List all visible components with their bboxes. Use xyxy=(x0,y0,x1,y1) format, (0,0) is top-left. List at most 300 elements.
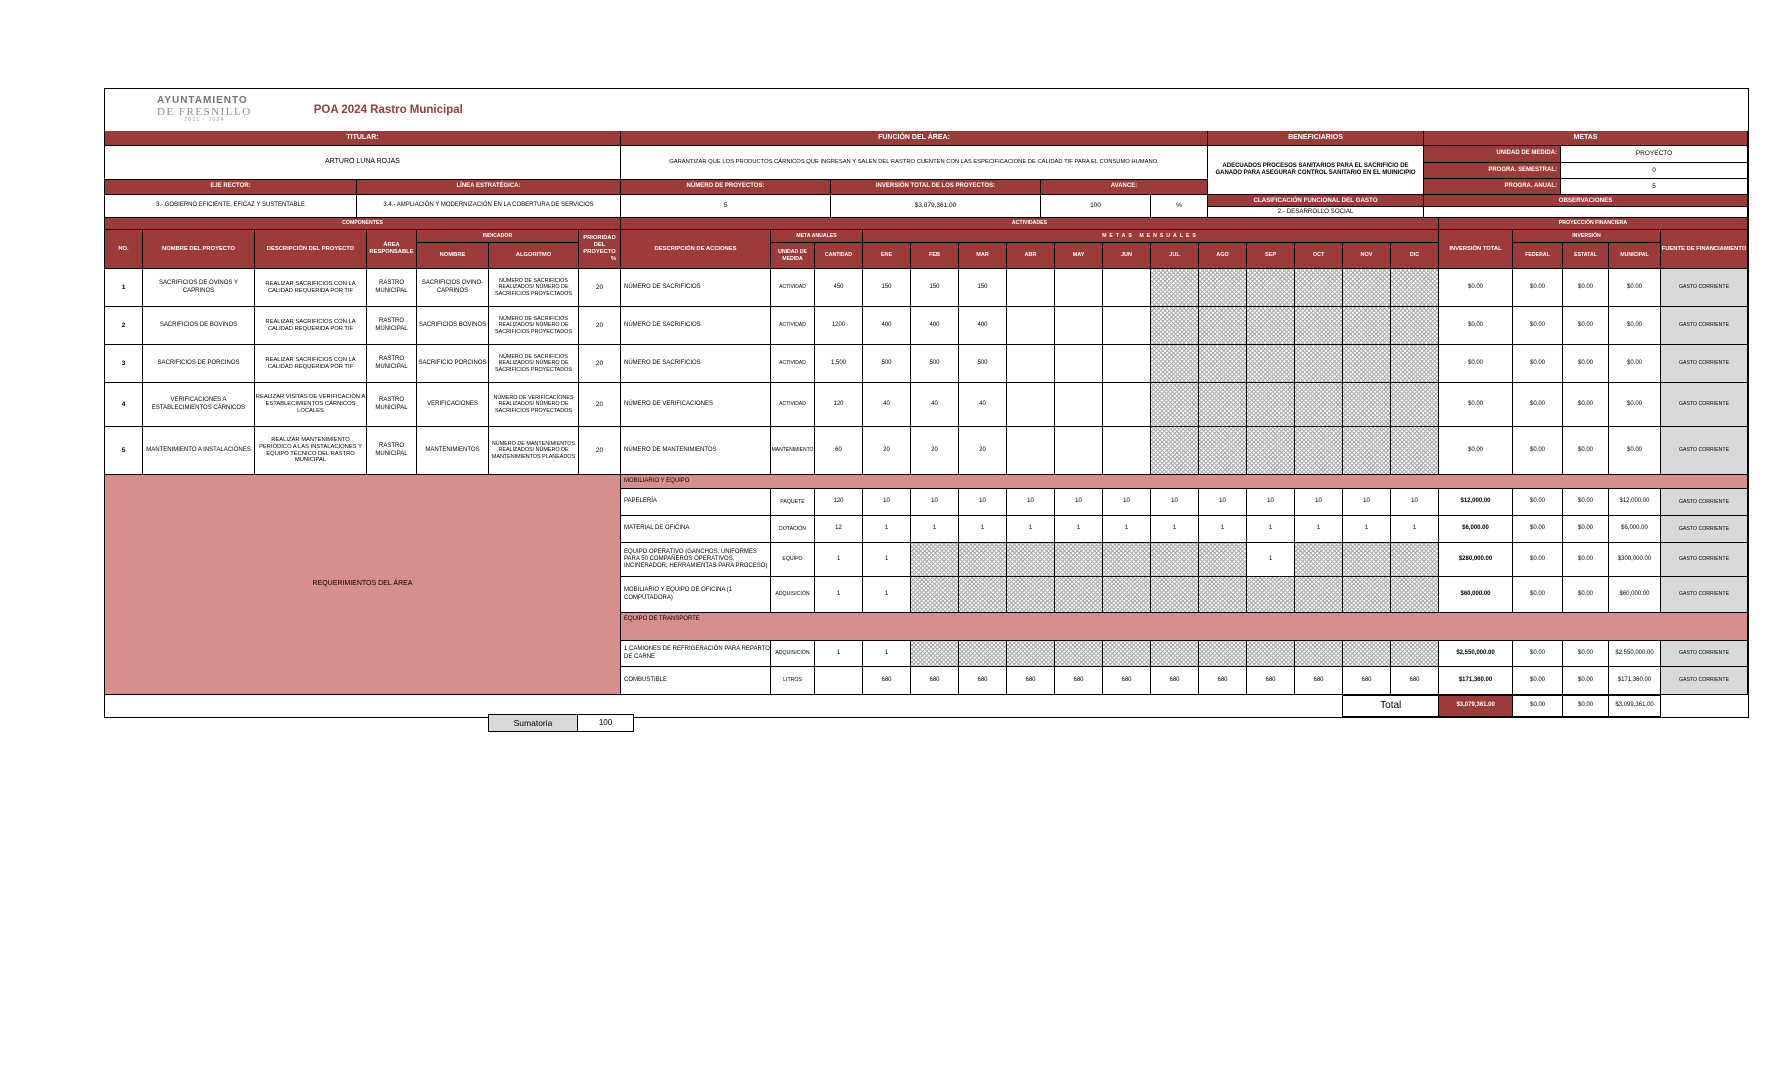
req-mes-dic xyxy=(1391,543,1439,577)
col-header-estatal: ESTATAL xyxy=(1563,243,1609,269)
project-mes-may xyxy=(1055,345,1103,383)
progra-anual-label: PROGRA. ANUAL: xyxy=(1424,179,1561,195)
req-mes-abr xyxy=(1007,543,1055,577)
project-mes-ago xyxy=(1199,345,1247,383)
project-rows xyxy=(105,269,1748,475)
req-estatal: $0.00 xyxy=(1563,543,1609,577)
req-mes-sep: 1 xyxy=(1247,516,1295,543)
project-mes-jul xyxy=(1151,269,1199,307)
project-mes-sep xyxy=(1247,383,1295,427)
project-inversion-total: $0.00 xyxy=(1439,269,1513,307)
req-mes-jun: 1 xyxy=(1103,516,1151,543)
sumatoria-row xyxy=(104,714,634,732)
project-mes-ene: 500 xyxy=(863,345,911,383)
req-mes-nov: 10 xyxy=(1343,489,1391,516)
project-row-2 xyxy=(105,307,1748,345)
project-federal: $0.00 xyxy=(1513,307,1563,345)
req-fuente: GASTO CORRIENTE xyxy=(1661,641,1748,667)
requerimiento-row xyxy=(621,489,1748,516)
project-mes-dic xyxy=(1391,345,1439,383)
beneficiarios-band: BENEFICIARIOS xyxy=(1208,131,1424,146)
req-mes-ago xyxy=(1199,641,1247,667)
progra-semestral-value: 0 xyxy=(1561,163,1748,179)
req-municipal: $12,000.00 xyxy=(1609,489,1661,516)
req-mes-jun: 10 xyxy=(1103,489,1151,516)
ayuntamiento-logo xyxy=(157,96,252,124)
req-mes-feb xyxy=(911,641,959,667)
project-indicador-nombre: VERIFICACIONES xyxy=(417,383,489,427)
month-header-row xyxy=(863,243,1439,269)
project-federal: $0.00 xyxy=(1513,269,1563,307)
poa-sheet xyxy=(104,88,1749,718)
req-mes-sep: 10 xyxy=(1247,489,1295,516)
sumatoria-label: Sumatoria xyxy=(488,714,578,732)
req-mes-feb: 680 xyxy=(911,667,959,695)
req-mes-may xyxy=(1055,543,1103,577)
req-mes-dic xyxy=(1391,577,1439,613)
req-mes-jun: 680 xyxy=(1103,667,1151,695)
req-federal: $0.00 xyxy=(1513,516,1563,543)
req-inversion-total: $171,360.00 xyxy=(1439,667,1513,695)
project-mes-ago xyxy=(1199,307,1247,345)
page-title: POA 2024 Rastro Municipal xyxy=(313,104,463,116)
actividades-band: ACTIVIDADES xyxy=(621,218,1439,230)
req-mes-jul: 10 xyxy=(1151,489,1199,516)
col-header-indicador-nombre: NOMBRE xyxy=(417,243,489,269)
project-area: RASTRO MUNICIPAL xyxy=(367,307,417,345)
total-estatal-cell: $0.00 xyxy=(1563,695,1609,717)
project-mes-ago xyxy=(1199,427,1247,475)
req-mes-jul: 1 xyxy=(1151,516,1199,543)
project-mes-dic xyxy=(1391,427,1439,475)
project-indicador-nombre: SACRIFICIOS BOVINOS xyxy=(417,307,489,345)
funcion-area-value: GARANTIZAR QUE LOS PRODUCTOS CÁRNICOS QUE INGRESAN Y SALEN DEL RASTRO CUENTEN CON LAS ESPECIFICACIONE DE CALIDAD TIF PARA EL CONSUMO HUMANO. xyxy=(621,146,1208,180)
req-mes-jul xyxy=(1151,543,1199,577)
project-mes-oct xyxy=(1295,269,1343,307)
project-mes-sep xyxy=(1247,345,1295,383)
project-mes-oct xyxy=(1295,383,1343,427)
req-mes-mar: 680 xyxy=(959,667,1007,695)
requerimiento-row xyxy=(621,641,1748,667)
inversion-band: INVERSIÓN xyxy=(1513,230,1661,243)
project-inversion-total: $0.00 xyxy=(1439,345,1513,383)
project-mes-feb: 40 xyxy=(911,383,959,427)
project-acciones: NÚMERO DE SACRIFICIOS xyxy=(621,345,771,383)
req-mes-jul xyxy=(1151,577,1199,613)
req-mes-ago: 680 xyxy=(1199,667,1247,695)
req-mes-feb xyxy=(911,543,959,577)
req-mes-ene: 10 xyxy=(863,489,911,516)
requerimientos-rows xyxy=(621,475,1748,695)
observaciones-value xyxy=(1424,207,1748,218)
project-prioridad: 20 xyxy=(579,427,621,475)
month-header-mar: MAR xyxy=(959,243,1007,269)
project-algoritmo: NÚMERO DE SACRIFICIOS REALIZADOS/ NÚMERO DE SACRIFICIOS PROYECTADOS xyxy=(489,345,579,383)
project-mes-jul xyxy=(1151,383,1199,427)
indicador-band: INDICADOR xyxy=(417,230,579,243)
eje-rector-band: EJE RECTOR: xyxy=(105,180,357,195)
project-mes-ago xyxy=(1199,269,1247,307)
month-header-oct: OCT xyxy=(1295,243,1343,269)
project-mes-nov xyxy=(1343,269,1391,307)
req-mes-jul xyxy=(1151,641,1199,667)
project-federal: $0.00 xyxy=(1513,427,1563,475)
project-mes-ene: 40 xyxy=(863,383,911,427)
linea-estrategica-band: LÍNEA ESTRATÉGICA: xyxy=(357,180,621,195)
req-mes-ene: 1 xyxy=(863,577,911,613)
req-mes-abr: 1 xyxy=(1007,516,1055,543)
project-indicador-nombre: MANTENIMIENTOS xyxy=(417,427,489,475)
project-nombre: MANTENIMIENTO A INSTALACIONES xyxy=(143,427,255,475)
project-mes-ene: 20 xyxy=(863,427,911,475)
req-estatal: $0.00 xyxy=(1563,641,1609,667)
req-cantidad: 1 xyxy=(815,641,863,667)
project-inversion-total: $0.00 xyxy=(1439,307,1513,345)
project-mes-dic xyxy=(1391,269,1439,307)
project-unidad: ACTIVIDAD xyxy=(771,345,815,383)
col-header-prioridad xyxy=(579,230,621,269)
beneficiarios-value: ADECUADOS PROCESOS SANITARIOS PARA EL SACRIFICIO DE GANADO PARA ASEGURAR CONTROL SANITARIO EN EL MUINICIPIO xyxy=(1208,146,1424,195)
req-fuente: GASTO CORRIENTE xyxy=(1661,516,1748,543)
req-mes-may: 10 xyxy=(1055,489,1103,516)
col-header-inversion-total: INVERSIÓN TOTAL xyxy=(1439,230,1513,269)
project-no: 2 xyxy=(105,307,143,345)
project-fuente: GASTO CORRIENTE xyxy=(1661,269,1748,307)
req-mes-sep: 680 xyxy=(1247,667,1295,695)
logo-years: 2021 - 2024 xyxy=(184,117,225,124)
requerimiento-row xyxy=(621,516,1748,543)
req-mes-feb xyxy=(911,577,959,613)
req-federal: $0.00 xyxy=(1513,641,1563,667)
req-estatal: $0.00 xyxy=(1563,489,1609,516)
avance-unit: % xyxy=(1151,195,1208,218)
project-municipal: $0.00 xyxy=(1609,427,1661,475)
project-indicador-nombre: SACRIFICIOS OVINO-CAPRINOS xyxy=(417,269,489,307)
req-mes-oct: 680 xyxy=(1295,667,1343,695)
project-acciones: NÚMERO DE SACRIFICIOS xyxy=(621,269,771,307)
project-nombre: SACRIFICIOS DE PORCINOS xyxy=(143,345,255,383)
req-unidad: LITROS xyxy=(771,667,815,695)
project-cantidad: 60 xyxy=(815,427,863,475)
avance-value: 100 xyxy=(1041,195,1151,218)
req-federal: $0.00 xyxy=(1513,577,1563,613)
req-estatal: $0.00 xyxy=(1563,516,1609,543)
project-nombre: SACRIFICIOS DE OVINOS Y CAPRINOS xyxy=(143,269,255,307)
titular-value: ARTURO LUNA ROJAS xyxy=(105,146,621,180)
requerimiento-row xyxy=(621,543,1748,577)
req-mes-oct xyxy=(1295,577,1343,613)
project-mes-abr xyxy=(1007,307,1055,345)
project-area: RASTRO MUNICIPAL xyxy=(367,269,417,307)
req-mes-sep: 1 xyxy=(1247,543,1295,577)
project-fuente: GASTO CORRIENTE xyxy=(1661,383,1748,427)
req-estatal: $0.00 xyxy=(1563,667,1609,695)
project-cantidad: 1,500 xyxy=(815,345,863,383)
requerimientos-title-cell: REQUERIMIENTOS DEL ÁREA xyxy=(105,475,621,695)
req-municipal: $6,000.00 xyxy=(1609,516,1661,543)
project-mes-mar: 500 xyxy=(959,345,1007,383)
project-fuente: GASTO CORRIENTE xyxy=(1661,307,1748,345)
col-header-area-responsable: ÁREA RESPONSABLE xyxy=(367,230,417,269)
project-mes-ene: 150 xyxy=(863,269,911,307)
project-prioridad: 20 xyxy=(579,383,621,427)
project-unidad: ACTIVIDAD xyxy=(771,269,815,307)
col-header-fuente-financiamiento: FUENTE DE FINANCIAMIENTO xyxy=(1661,230,1748,269)
req-mes-jun xyxy=(1103,641,1151,667)
project-algoritmo: NÚMERO DE SACRIFICIOS REALIZADOS/ NÚMERO DE SACRIFICIOS PROYECTADOS xyxy=(489,269,579,307)
logo-line2: DE FRESNILLO xyxy=(157,105,252,118)
req-mes-may xyxy=(1055,577,1103,613)
project-nombre: SACRIFICIOS DE BOVINOS xyxy=(143,307,255,345)
month-header-ene: ENE xyxy=(863,243,911,269)
clasificacion-gasto-value: 2.- DESARROLLO SOCIAL xyxy=(1208,207,1424,218)
month-header-dic: DIC xyxy=(1391,243,1439,269)
project-municipal: $0.00 xyxy=(1609,383,1661,427)
month-header-ago: AGO xyxy=(1199,243,1247,269)
req-mes-nov xyxy=(1343,641,1391,667)
col-header-descripcion-proyecto: DESCRIPCIÓN DEL PROYECTO xyxy=(255,230,367,269)
requerimientos-region xyxy=(105,475,1748,695)
metas-band: METAS xyxy=(1424,131,1748,146)
req-mes-abr xyxy=(1007,641,1055,667)
project-row-3 xyxy=(105,345,1748,383)
project-inversion-total: $0.00 xyxy=(1439,383,1513,427)
req-mes-ago xyxy=(1199,577,1247,613)
col-header-federal: FEDERAL xyxy=(1513,243,1563,269)
avance-band: AVANCE: xyxy=(1041,180,1208,195)
req-mes-sep xyxy=(1247,577,1295,613)
observaciones-band: OBSERVACIONES xyxy=(1424,195,1748,207)
req-fuente: GASTO CORRIENTE xyxy=(1661,489,1748,516)
req-fuente: GASTO CORRIENTE xyxy=(1661,667,1748,695)
project-no: 1 xyxy=(105,269,143,307)
project-mes-abr xyxy=(1007,345,1055,383)
req-mes-mar xyxy=(959,577,1007,613)
req-acciones: MATERIAL DE OFICINA xyxy=(621,516,771,543)
linea-estrategica-value: 3.4.- AMPLIACIÓN Y MODERNIZACIÓN EN LA COBERTURA DE SERVICIOS xyxy=(357,195,621,218)
project-mes-feb: 400 xyxy=(911,307,959,345)
project-municipal: $0.00 xyxy=(1609,307,1661,345)
project-mes-may xyxy=(1055,269,1103,307)
req-mes-may xyxy=(1055,641,1103,667)
req-mes-ago: 10 xyxy=(1199,489,1247,516)
project-row-4 xyxy=(105,383,1748,427)
project-mes-oct xyxy=(1295,427,1343,475)
req-mes-feb: 10 xyxy=(911,489,959,516)
req-mes-feb: 1 xyxy=(911,516,959,543)
project-mes-jun xyxy=(1103,307,1151,345)
month-header-nov: NOV xyxy=(1343,243,1391,269)
project-mes-dic xyxy=(1391,383,1439,427)
project-prioridad: 20 xyxy=(579,269,621,307)
project-mes-sep xyxy=(1247,427,1295,475)
project-mes-feb: 500 xyxy=(911,345,959,383)
project-estatal: $0.00 xyxy=(1563,427,1609,475)
req-unidad: EQUIPO xyxy=(771,543,815,577)
project-row-5 xyxy=(105,427,1748,475)
project-mes-nov xyxy=(1343,427,1391,475)
req-mes-dic xyxy=(1391,641,1439,667)
project-mes-jun xyxy=(1103,269,1151,307)
req-estatal: $0.00 xyxy=(1563,577,1609,613)
project-mes-nov xyxy=(1343,345,1391,383)
project-mes-jun xyxy=(1103,345,1151,383)
project-mes-jul xyxy=(1151,345,1199,383)
total-municipal-cell: $3,099,361.00 xyxy=(1609,695,1661,717)
req-mes-may: 1 xyxy=(1055,516,1103,543)
month-header-may: MAY xyxy=(1055,243,1103,269)
req-mes-oct: 10 xyxy=(1295,489,1343,516)
col-header-nombre-proyecto: NOMBRE DEL PROYECTO xyxy=(143,230,255,269)
project-fuente: GASTO CORRIENTE xyxy=(1661,345,1748,383)
req-mes-jul: 680 xyxy=(1151,667,1199,695)
req-unidad: PAQUETE xyxy=(771,489,815,516)
project-no: 5 xyxy=(105,427,143,475)
req-acciones: MOBILIARIO Y EQUIPO DE OFICINA (1 COMPUTADORA) xyxy=(621,577,771,613)
project-fuente: GASTO CORRIENTE xyxy=(1661,427,1748,475)
project-indicador-nombre: SACRIFICIO PORCINOS xyxy=(417,345,489,383)
col-header-algoritmo: ALGORITMO xyxy=(489,243,579,269)
req-mes-oct xyxy=(1295,543,1343,577)
req-mes-nov xyxy=(1343,543,1391,577)
metas-mensuales-band: METAS MENSUALES xyxy=(863,230,1439,243)
req-fuente: GASTO CORRIENTE xyxy=(1661,543,1748,577)
unidad-medida-label: UNIDAD DE MEDIDA: xyxy=(1424,146,1561,163)
req-acciones: EQUIPO OPERATIVO (GANCHOS, UNIFORMES PARA 50 COMPAÑEROS OPERATIVOS, INCINERADOR, HERRAMIENTAS PARA PROCESO) xyxy=(621,543,771,577)
section-band-1: EQUIPO DE TRANSPORTE xyxy=(621,613,1748,641)
progra-semestral-label: PROGRA. SEMESTRAL: xyxy=(1424,163,1561,179)
project-mes-oct xyxy=(1295,345,1343,383)
col-header-no: NO. xyxy=(105,230,143,269)
project-mes-ene: 400 xyxy=(863,307,911,345)
req-inversion-total: $280,000.00 xyxy=(1439,543,1513,577)
project-mes-nov xyxy=(1343,383,1391,427)
project-municipal: $0.00 xyxy=(1609,345,1661,383)
table-band-row xyxy=(105,218,1748,230)
project-cantidad: 1200 xyxy=(815,307,863,345)
project-cantidad: 450 xyxy=(815,269,863,307)
req-mes-jun xyxy=(1103,577,1151,613)
project-mes-oct xyxy=(1295,307,1343,345)
req-mes-ene: 1 xyxy=(863,641,911,667)
req-cantidad xyxy=(815,667,863,695)
project-algoritmo: NÚMERO DE MANTENIMIENTOS REALIZADOS/ NÚMERO DE MANTENIMIENTOS PLANEADOS xyxy=(489,427,579,475)
sheet-title-row xyxy=(105,89,1748,131)
req-mes-oct xyxy=(1295,641,1343,667)
project-row-1 xyxy=(105,269,1748,307)
req-federal: $0.00 xyxy=(1513,489,1563,516)
req-mes-ene: 1 xyxy=(863,516,911,543)
req-mes-mar: 10 xyxy=(959,489,1007,516)
project-mes-mar: 150 xyxy=(959,269,1007,307)
top-info-block xyxy=(105,131,1748,218)
col-header-municipal: MUNICIPAL xyxy=(1609,243,1661,269)
req-mes-nov: 1 xyxy=(1343,516,1391,543)
req-municipal: $2,550,000.00 xyxy=(1609,641,1661,667)
req-mes-ago xyxy=(1199,543,1247,577)
project-descripcion: REALIZAR SACRIFICIOS CON LA CALIDAD REQUERIDA POR TIF xyxy=(255,307,367,345)
componentes-band: COMPONENTES xyxy=(105,218,621,230)
section-band-0: MOBILIARIO Y EQUIPO xyxy=(621,475,1748,489)
titular-band: TITULAR: xyxy=(105,131,621,146)
project-unidad: MANTENIMIENTO xyxy=(771,427,815,475)
req-cantidad: 12 xyxy=(815,516,863,543)
req-federal: $0.00 xyxy=(1513,543,1563,577)
req-mes-abr xyxy=(1007,577,1055,613)
req-mes-dic: 1 xyxy=(1391,516,1439,543)
req-municipal: $60,000.00 xyxy=(1609,577,1661,613)
project-mes-abr xyxy=(1007,269,1055,307)
req-inversion-total: $2,550,000.00 xyxy=(1439,641,1513,667)
project-no: 4 xyxy=(105,383,143,427)
project-federal: $0.00 xyxy=(1513,383,1563,427)
project-mes-feb: 20 xyxy=(911,427,959,475)
project-prioridad: 20 xyxy=(579,345,621,383)
month-header-jun: JUN xyxy=(1103,243,1151,269)
req-mes-ago: 1 xyxy=(1199,516,1247,543)
sumatoria-value: 100 xyxy=(578,714,634,732)
clasificacion-gasto-band: CLASIFICACIÓN FUNCIONAL DEL GASTO xyxy=(1208,195,1424,207)
req-mes-jun xyxy=(1103,543,1151,577)
project-mes-dic xyxy=(1391,307,1439,345)
req-unidad: DOTACIÓN xyxy=(771,516,815,543)
project-federal: $0.00 xyxy=(1513,345,1563,383)
req-municipal: $171,360.00 xyxy=(1609,667,1661,695)
project-no: 3 xyxy=(105,345,143,383)
req-cantidad: 1 xyxy=(815,577,863,613)
project-nombre: VERIFICACIONES A ESTABLECIMIENTOS CÁRNICOS xyxy=(143,383,255,427)
project-prioridad: 20 xyxy=(579,307,621,345)
req-mes-mar xyxy=(959,641,1007,667)
req-mes-mar: 1 xyxy=(959,516,1007,543)
project-estatal: $0.00 xyxy=(1563,345,1609,383)
table-header-row xyxy=(105,230,1748,269)
project-inversion-total: $0.00 xyxy=(1439,427,1513,475)
unidad-medida-value: PROYECTO xyxy=(1561,146,1748,163)
req-municipal: $300,000.00 xyxy=(1609,543,1661,577)
req-federal: $0.00 xyxy=(1513,667,1563,695)
requerimiento-row xyxy=(621,667,1748,695)
project-mes-sep xyxy=(1247,269,1295,307)
funcion-area-band: FUNCIÓN DEL ÁREA: xyxy=(621,131,1208,146)
project-unidad: ACTIVIDAD xyxy=(771,307,815,345)
month-header-jul: JUL xyxy=(1151,243,1199,269)
project-area: RASTRO MUNICIPAL xyxy=(367,383,417,427)
req-acciones: 1 CAMIONES DE REFRIGERACIÓN PARA REPARTO DE CARNE xyxy=(621,641,771,667)
req-mes-dic: 680 xyxy=(1391,667,1439,695)
req-fuente: GASTO CORRIENTE xyxy=(1661,577,1748,613)
logo-line1: AYUNTAMIENTO xyxy=(157,95,248,107)
project-estatal: $0.00 xyxy=(1563,269,1609,307)
project-acciones: NÚMERO DE VERIFICACIONES xyxy=(621,383,771,427)
req-mes-dic: 10 xyxy=(1391,489,1439,516)
project-mes-jun xyxy=(1103,427,1151,475)
project-mes-jul xyxy=(1151,427,1199,475)
req-mes-nov: 680 xyxy=(1343,667,1391,695)
project-estatal: $0.00 xyxy=(1563,307,1609,345)
proyeccion-financiera-band: PROYECCIÓN FINANCIERA xyxy=(1439,218,1748,230)
project-unidad: ACTIVIDAD xyxy=(771,383,815,427)
project-descripcion: REALIZAR MANTENIMIENTO PERIÓDICO A LAS INSTALACIONES Y EQUIPO TÉCNICO DEL RASTRO MUNICIPAL xyxy=(255,427,367,475)
req-acciones: PAPELERÍA xyxy=(621,489,771,516)
col-header-cantidad: CANTIDAD xyxy=(815,243,863,269)
project-area: RASTRO MUNICIPAL xyxy=(367,427,417,475)
project-mes-mar: 20 xyxy=(959,427,1007,475)
col-header-descripcion-acciones: DESCRIPCIÓN DE ACCIONES xyxy=(621,230,771,269)
req-mes-abr: 680 xyxy=(1007,667,1055,695)
req-inversion-total: $6,000.00 xyxy=(1439,516,1513,543)
project-mes-mar: 400 xyxy=(959,307,1007,345)
